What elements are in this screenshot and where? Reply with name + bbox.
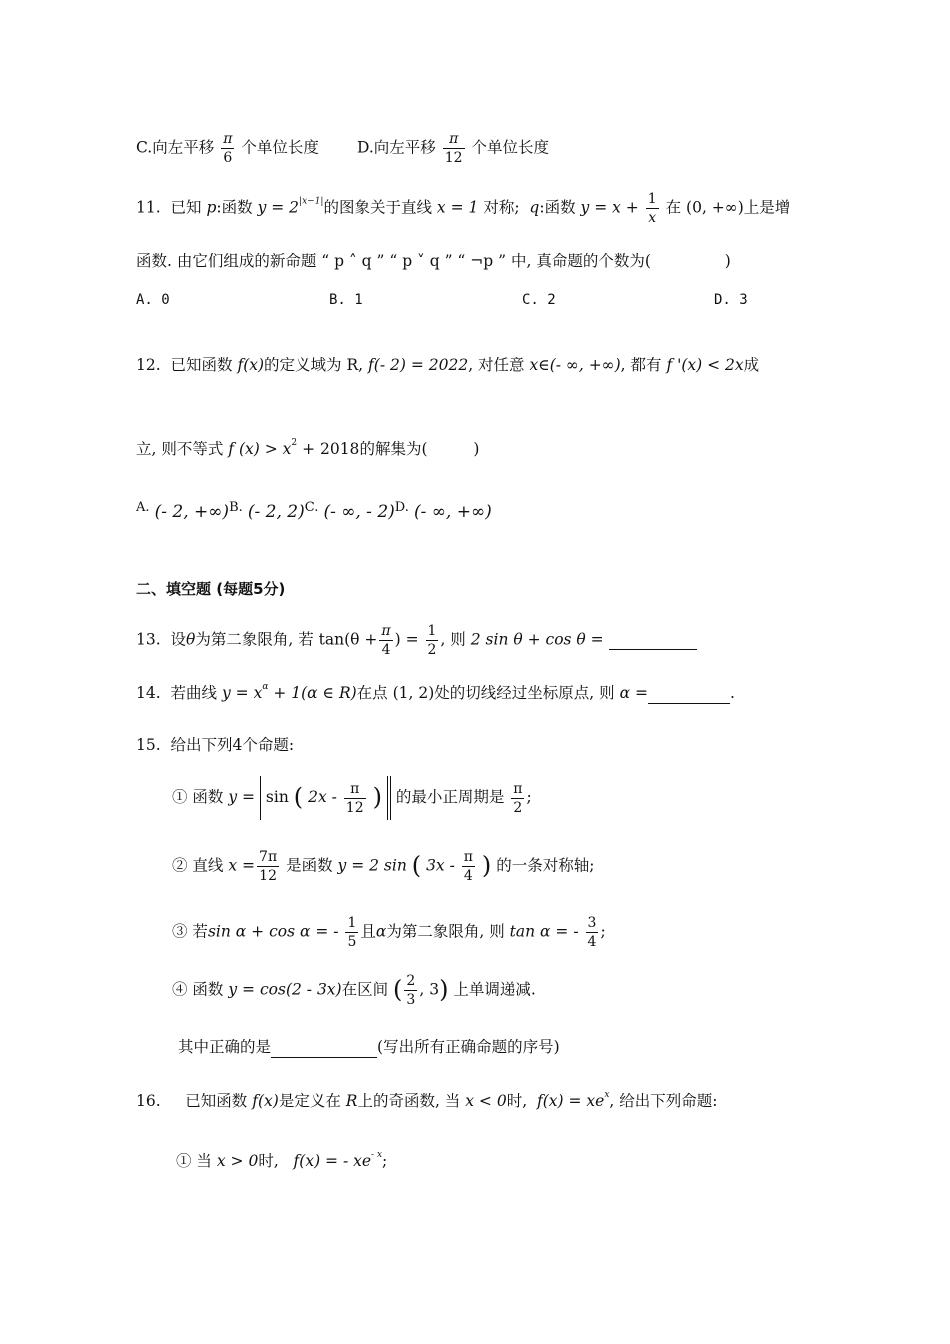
q16-statement-1: ① 当 x > 0时, f(x) = - $xe^{- x}$;	[176, 1150, 388, 1170]
q11-eq1: y = 2	[257, 198, 300, 217]
q11-choice-b: B. 1	[329, 292, 363, 308]
section-title: 二、填空题 (每题5分)	[136, 580, 286, 598]
q12-choice-b: (- 2, 2)	[247, 502, 305, 522]
q12-choices: $^{A.}$ (- 2, +∞)$^{B.}$ (- 2, 2)$^{C.}$ (- ∞, - 2)$^{D.}$ (- ∞, +∞)	[136, 500, 492, 522]
q14-line: 14. 若曲线 $y = x^\alpha + 1(\alpha$ ∈ R)在点 (1, 2)处的切线经过坐标原点, 则 α = .	[136, 682, 735, 702]
q13-pi-fraction: $\frac{\pi}{4}$	[381, 623, 391, 658]
q15-tail: 其中正确的是 (写出所有正确命题的序号)	[178, 1038, 560, 1056]
q10-d-fraction: $\frac{\pi}{12}$	[444, 131, 463, 166]
q11-choice-c: C. 2	[522, 292, 556, 308]
q14-number: 14.	[136, 684, 161, 702]
q10-c-tail: 个单位长度	[241, 138, 319, 157]
q13-answer-blank[interactable]	[609, 631, 697, 651]
q15-statement-4: ④ 函数 y = cos(2 - 3x)在区间 ( $\frac{2}{3}$ , 3) 上单调递减.	[172, 973, 536, 1008]
q12-line1: 12. 已知函数 f(x)的定义域为 R, f(- 2) = 2022, 对任意 x∈(- ∞, +∞), 都有 f '(x) < 2x成	[136, 356, 760, 374]
q10-d-tail: 个单位长度	[471, 138, 550, 157]
q16-number: 16.	[136, 1092, 161, 1110]
q12-choice-d: (- ∞, +∞)	[413, 502, 492, 522]
q12-number: 12.	[136, 356, 161, 374]
abs-bar-left	[260, 776, 261, 820]
q15-statement-1: ① 函数 y = sin ( 2x - $\frac{\pi}{12}$ ) 的最小正周期是 $\frac{\pi}{2}$ ;	[172, 776, 532, 820]
q15-statement-2: ② 直线 x = $\frac{7\pi}{12}$ 是函数 y = 2 sin ( 3x - $\frac{\pi}{4}$ ) 的一条对称轴;	[172, 849, 595, 884]
q13-half-fraction: $\frac{1}{2}$	[427, 623, 437, 658]
q11-number: 11.	[136, 198, 161, 217]
q12-choice-a: (- 2, +∞)	[154, 502, 230, 522]
q12-line2: 立, 则不等式 f $(x) > x^2 + 2018$的解集为( )	[136, 438, 480, 458]
q15-statement-3: ③ 若sin α + cos α = - $\frac{1}{5}$ 且α为第二象限角, 则 tan α = - $\frac{3}{4}$ ;	[172, 915, 606, 950]
q10-option-d	[357, 130, 549, 167]
q16-line1: 16. 已知函数 f(x)是定义在 R上的奇函数, 当 x < 0时, $f(x) = xe^x$, 给出下列命题:	[136, 1090, 718, 1110]
q11-choice-d: D. 3	[714, 292, 748, 308]
q10-option-c	[136, 130, 319, 167]
q15-intro: 15. 给出下列4个命题:	[136, 736, 295, 754]
q15-number: 15.	[136, 736, 161, 754]
q11-fraction: $\frac{1}{x}$	[647, 191, 657, 226]
q14-answer-blank[interactable]	[648, 684, 730, 704]
q13-line: 13. 设θ为第二象限角, 若 tan(θ + $\frac{\pi}{4}$ ) = $\frac{1}{2}$ , 则 2 sin θ + cos θ =	[136, 622, 697, 659]
q10-c-label: C.向左平移	[136, 138, 215, 157]
q11-line2: 函数. 由它们组成的新命题 “ p ˄ q ” “ p ˅ q ” “ ¬p ” 中, 真命题的个数为( )	[136, 252, 731, 270]
q15-answer-blank[interactable]	[271, 1038, 377, 1058]
q11-choice-a: A. 0	[136, 292, 170, 308]
q12-choice-c: (- ∞, - 2)	[323, 502, 395, 522]
q11-interval: (0, +∞)	[686, 198, 744, 217]
q10-c-fraction: $\frac{\pi}{6}$	[223, 131, 233, 166]
abs-bar-right	[387, 776, 391, 820]
q10-d-label: D.向左平移	[357, 138, 436, 157]
q13-number: 13.	[136, 630, 161, 649]
q11-line1: 11. 已知 p:函数 $y = 2^{|x-1|}$的图象关于直线 x = 1 对称; q:函数 y = x + $\frac{1}{x}$ 在 (0, +∞)上是增	[136, 191, 791, 226]
